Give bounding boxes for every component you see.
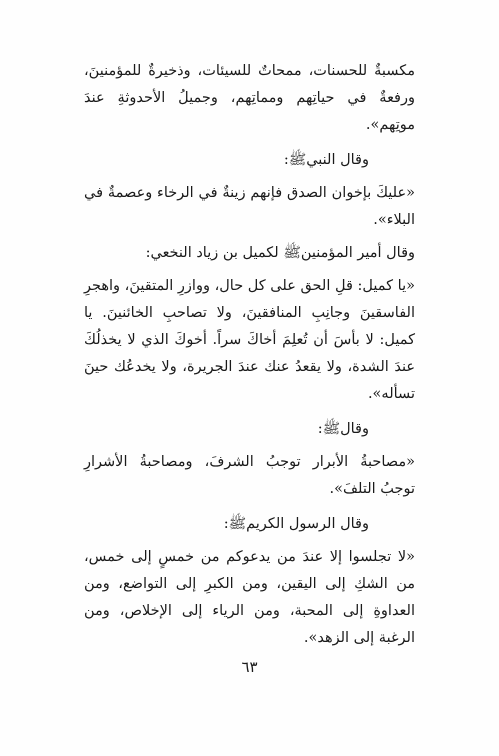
quote-heading-commander: وقال أمير المؤمنينﷺ لكميل بن زياد النخعي:: [145, 245, 415, 261]
page-body: [84, 58, 415, 652]
quote-heading-messenger: وقال الرسول الكريمﷺ:: [223, 516, 369, 532]
paragraph-continuation: مكسبةٌ للحسنات، ممحاتٌ للسيئات، وذخيرةٌ للمؤمنينَ، ورفعةٌ في حياتِهم ومماتِهم، وجميلُ الأحدوثةِ عندَ موتِهم».: [84, 63, 415, 133]
quote-ya-kumayl: «يا كميل: قلِ الحق على كل حال، ووازرِ المتقينَ، واهجرِ الفاسقينَ وجانِبِ المنافقينَ، ولا تصاحبِ الخائنينَ. يا كميل: لا بأسَ أن تُعلِمَ أخاكَ سراً. أخوكَ الذي لا يخذلُكَ عندَ الشدة، ولا يقعدُ عنك عندَ الجريرة، ولا يخدعُك حينَ تسأله».: [84, 278, 415, 402]
quote-heading-prophet: وقال النبيﷺ:: [283, 152, 369, 168]
quote-brothers-of-truth: «عليكَ بإخوان الصدق فإنهم زينةٌ في الرخاء وعصمةٌ في البلاء».: [84, 185, 415, 228]
quote-companionship: «مصاحبةُ الأبرار توجبُ الشرفَ، ومصاحبةُ الأشرارِ توجبُ التلفَ».: [84, 454, 415, 497]
quote-heading-and-he-said: وقالﷺ:: [317, 421, 369, 437]
quote-five-to-five: «لا تجلسوا إلا عندَ من يدعوكم من خمسٍ إلى خمس، من الشكِ إلى اليقين، ومن الكبرِ إلى التواضع، ومن العداوةِ إلى المحبة، ومن الرياء إلى الإخلاص، ومن الرغبة إلى الزهد».: [84, 549, 415, 646]
page-number: ٦٣: [241, 658, 258, 676]
